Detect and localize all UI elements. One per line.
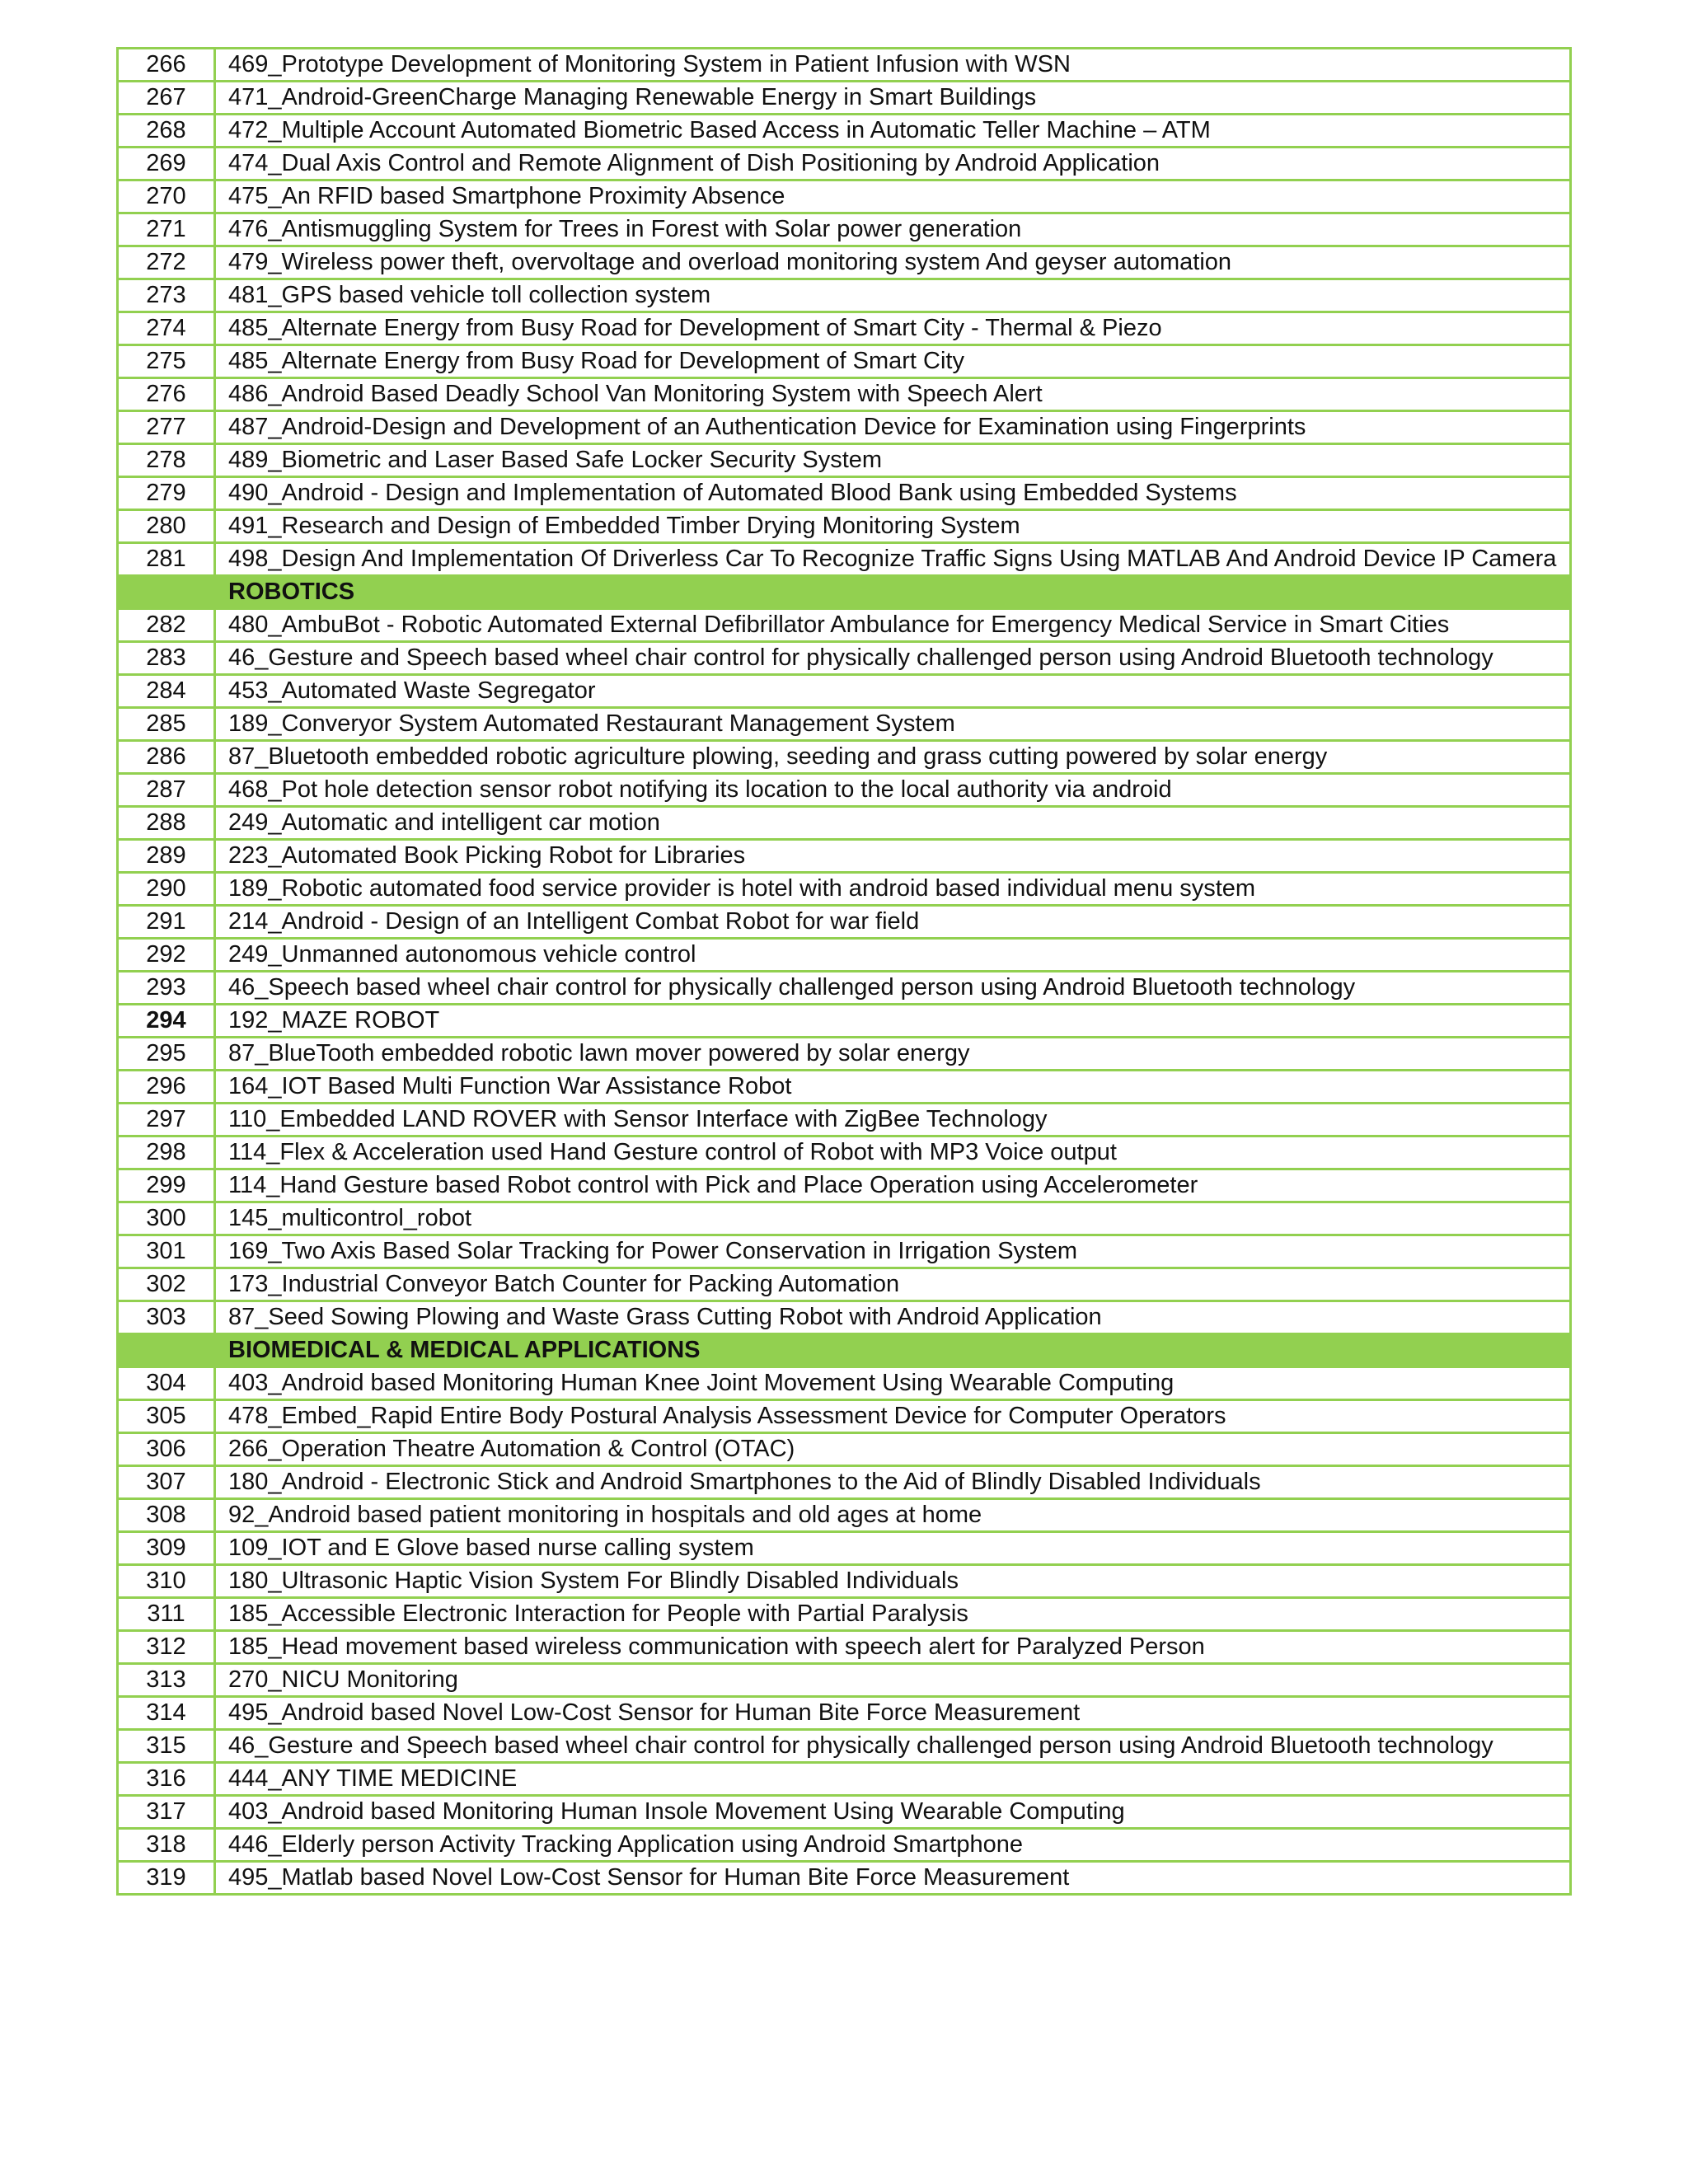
row-number-cell: 291 <box>118 906 215 939</box>
table-row <box>118 148 1571 180</box>
table-row <box>118 1763 1571 1796</box>
project-title-cell: 403_Android based Monitoring Human Knee Joint Movement Using Wearable Computing <box>215 1367 1571 1400</box>
table-row <box>118 312 1571 345</box>
row-number-cell: 304 <box>118 1367 215 1400</box>
project-title-cell: 491_Research and Design of Embedded Timber Drying Monitoring System <box>215 510 1571 543</box>
table-row <box>118 1137 1571 1169</box>
row-number-cell: 268 <box>118 115 215 148</box>
project-title-cell: 92_Android based patient monitoring in hospitals and old ages at home <box>215 1499 1571 1532</box>
row-number-cell: 299 <box>118 1169 215 1202</box>
row-number-cell: 269 <box>118 148 215 180</box>
project-title-cell: 87_Bluetooth embedded robotic agriculture plowing, seeding and grass cutting powered by solar energy <box>215 741 1571 774</box>
row-number-cell: 281 <box>118 543 215 576</box>
row-number-cell: 296 <box>118 1071 215 1104</box>
project-title-cell: 249_Automatic and intelligent car motion <box>215 807 1571 840</box>
table-row <box>118 1796 1571 1829</box>
project-title-cell: 145_multicontrol_robot <box>215 1202 1571 1235</box>
row-number-cell: 275 <box>118 345 215 378</box>
row-number-cell: 317 <box>118 1796 215 1829</box>
row-number-cell: 308 <box>118 1499 215 1532</box>
project-title-cell: 214_Android - Design of an Intelligent Combat Robot for war field <box>215 906 1571 939</box>
project-title-cell: 270_NICU Monitoring <box>215 1664 1571 1697</box>
table-row <box>118 510 1571 543</box>
table-row <box>118 774 1571 807</box>
row-number-cell: 270 <box>118 180 215 213</box>
project-title-cell: 266_Operation Theatre Automation & Control (OTAC) <box>215 1433 1571 1466</box>
table-row <box>118 939 1571 972</box>
table-row <box>118 1071 1571 1104</box>
project-title-cell: 110_Embedded LAND ROVER with Sensor Interface with ZigBee Technology <box>215 1104 1571 1137</box>
row-number-cell: 314 <box>118 1697 215 1730</box>
project-title-cell: 185_Accessible Electronic Interaction for People with Partial Paralysis <box>215 1598 1571 1631</box>
table-row <box>118 840 1571 873</box>
project-title-cell: 223_Automated Book Picking Robot for Libraries <box>215 840 1571 873</box>
row-number-cell: 289 <box>118 840 215 873</box>
project-title-cell: 46_Speech based wheel chair control for physically challenged person using Android Bluetooth technology <box>215 972 1571 1005</box>
project-title-cell: 109_IOT and E Glove based nurse calling system <box>215 1532 1571 1565</box>
table-row <box>118 49 1571 82</box>
project-title-cell: 114_Hand Gesture based Robot control with Pick and Place Operation using Accelerometer <box>215 1169 1571 1202</box>
table-row <box>118 1433 1571 1466</box>
table-row <box>118 378 1571 411</box>
row-number-cell: 293 <box>118 972 215 1005</box>
project-title-cell: 474_Dual Axis Control and Remote Alignment of Dish Positioning by Android Application <box>215 148 1571 180</box>
project-list-table <box>116 47 1572 1896</box>
project-title-cell: 444_ANY TIME MEDICINE <box>215 1763 1571 1796</box>
table-row <box>118 246 1571 279</box>
table-row <box>118 1532 1571 1565</box>
table-row <box>118 609 1571 642</box>
row-number-cell: 276 <box>118 378 215 411</box>
row-number-cell: 319 <box>118 1862 215 1895</box>
project-title-cell: 490_Android - Design and Implementation of Automated Blood Bank using Embedded Systems <box>215 477 1571 510</box>
row-number-cell: 295 <box>118 1038 215 1071</box>
project-title-cell: 192_MAZE ROBOT <box>215 1005 1571 1038</box>
project-title-cell: 476_Antismuggling System for Trees in Forest with Solar power generation <box>215 213 1571 246</box>
table-row <box>118 1466 1571 1499</box>
row-number-cell: 284 <box>118 675 215 708</box>
row-number-cell: 298 <box>118 1137 215 1169</box>
project-title-cell: 480_AmbuBot - Robotic Automated External Defibrillator Ambulance for Emergency Medical Service in Smart Cities <box>215 609 1571 642</box>
project-list-body <box>118 49 1571 1895</box>
table-row <box>118 807 1571 840</box>
row-number-cell: 306 <box>118 1433 215 1466</box>
table-row <box>118 411 1571 444</box>
row-number-cell: 312 <box>118 1631 215 1664</box>
row-number-cell: 280 <box>118 510 215 543</box>
row-number-cell: 273 <box>118 279 215 312</box>
section-header-row <box>118 1334 1571 1367</box>
row-number-cell: 282 <box>118 609 215 642</box>
table-row <box>118 1664 1571 1697</box>
table-row <box>118 972 1571 1005</box>
section-title-cell: BIOMEDICAL & MEDICAL APPLICATIONS <box>215 1334 1571 1367</box>
table-row <box>118 180 1571 213</box>
project-title-cell: 495_Matlab based Novel Low-Cost Sensor for Human Bite Force Measurement <box>215 1862 1571 1895</box>
table-row <box>118 543 1571 576</box>
row-number-cell: 310 <box>118 1565 215 1598</box>
section-header-row <box>118 576 1571 609</box>
row-number-cell: 297 <box>118 1104 215 1137</box>
project-title-cell: 87_Seed Sowing Plowing and Waste Grass Cutting Robot with Android Application <box>215 1301 1571 1334</box>
project-title-cell: 498_Design And Implementation Of Driverless Car To Recognize Traffic Signs Using MATLAB And Android Device IP Camera <box>215 543 1571 576</box>
project-title-cell: 486_Android Based Deadly School Van Monitoring System with Speech Alert <box>215 378 1571 411</box>
table-row <box>118 1169 1571 1202</box>
project-title-cell: 479_Wireless power theft, overvoltage and overload monitoring system And geyser automation <box>215 246 1571 279</box>
table-row <box>118 82 1571 115</box>
row-number-cell: 292 <box>118 939 215 972</box>
row-number-cell: 302 <box>118 1268 215 1301</box>
table-row <box>118 1598 1571 1631</box>
table-row <box>118 1631 1571 1664</box>
table-row <box>118 1400 1571 1433</box>
row-number-cell: 283 <box>118 642 215 675</box>
table-row <box>118 1565 1571 1598</box>
table-row <box>118 1697 1571 1730</box>
row-number-cell: 311 <box>118 1598 215 1631</box>
project-title-cell: 487_Android-Design and Development of an Authentication Device for Examination using Fingerprints <box>215 411 1571 444</box>
project-title-cell: 185_Head movement based wireless communication with speech alert for Paralyzed Person <box>215 1631 1571 1664</box>
project-title-cell: 169_Two Axis Based Solar Tracking for Power Conservation in Irrigation System <box>215 1235 1571 1268</box>
table-row <box>118 1038 1571 1071</box>
table-row <box>118 213 1571 246</box>
project-title-cell: 46_Gesture and Speech based wheel chair control for physically challenged person using Android Bluetooth technology <box>215 1730 1571 1763</box>
project-title-cell: 453_Automated Waste Segregator <box>215 675 1571 708</box>
table-row <box>118 115 1571 148</box>
row-number-cell: 294 <box>118 1005 215 1038</box>
table-row <box>118 279 1571 312</box>
project-title-cell: 249_Unmanned autonomous vehicle control <box>215 939 1571 972</box>
project-title-cell: 489_Biometric and Laser Based Safe Locker Security System <box>215 444 1571 477</box>
project-title-cell: 403_Android based Monitoring Human Insole Movement Using Wearable Computing <box>215 1796 1571 1829</box>
row-number-cell: 277 <box>118 411 215 444</box>
project-title-cell: 468_Pot hole detection sensor robot notifying its location to the local authority via android <box>215 774 1571 807</box>
row-number-cell: 313 <box>118 1664 215 1697</box>
row-number-cell: 272 <box>118 246 215 279</box>
table-row <box>118 1862 1571 1895</box>
table-row <box>118 1268 1571 1301</box>
project-title-cell: 46_Gesture and Speech based wheel chair control for physically challenged person using Android Bluetooth technology <box>215 642 1571 675</box>
table-row <box>118 873 1571 906</box>
row-number-cell: 303 <box>118 1301 215 1334</box>
project-title-cell: 189_Converyor System Automated Restaurant Management System <box>215 708 1571 741</box>
project-title-cell: 469_Prototype Development of Monitoring System in Patient Infusion with WSN <box>215 49 1571 82</box>
table-row <box>118 906 1571 939</box>
project-title-cell: 475_An RFID based Smartphone Proximity Absence <box>215 180 1571 213</box>
row-number-cell: 316 <box>118 1763 215 1796</box>
row-number-cell: 286 <box>118 741 215 774</box>
row-number-cell: 266 <box>118 49 215 82</box>
project-title-cell: 471_Android-GreenCharge Managing Renewable Energy in Smart Buildings <box>215 82 1571 115</box>
project-title-cell: 87_BlueTooth embedded robotic lawn mover powered by solar energy <box>215 1038 1571 1071</box>
project-title-cell: 478_Embed_Rapid Entire Body Postural Analysis Assessment Device for Computer Operators <box>215 1400 1571 1433</box>
table-row <box>118 444 1571 477</box>
project-title-cell: 180_Android - Electronic Stick and Android Smartphones to the Aid of Blindly Disabled Individuals <box>215 1466 1571 1499</box>
table-row <box>118 708 1571 741</box>
project-title-cell: 485_Alternate Energy from Busy Road for Development of Smart City <box>215 345 1571 378</box>
project-title-cell: 472_Multiple Account Automated Biometric Based Access in Automatic Teller Machine – ATM <box>215 115 1571 148</box>
project-title-cell: 189_Robotic automated food service provider is hotel with android based individual menu system <box>215 873 1571 906</box>
row-number-cell: 279 <box>118 477 215 510</box>
table-row <box>118 1235 1571 1268</box>
project-title-cell: 446_Elderly person Activity Tracking Application using Android Smartphone <box>215 1829 1571 1862</box>
row-number-cell: 300 <box>118 1202 215 1235</box>
table-row <box>118 477 1571 510</box>
project-title-cell: 481_GPS based vehicle toll collection system <box>215 279 1571 312</box>
row-number-cell <box>118 1334 215 1367</box>
row-number-cell: 288 <box>118 807 215 840</box>
project-title-cell: 164_IOT Based Multi Function War Assistance Robot <box>215 1071 1571 1104</box>
row-number-cell: 274 <box>118 312 215 345</box>
project-title-cell: 180_Ultrasonic Haptic Vision System For Blindly Disabled Individuals <box>215 1565 1571 1598</box>
project-title-cell: 173_Industrial Conveyor Batch Counter for Packing Automation <box>215 1268 1571 1301</box>
row-number-cell: 267 <box>118 82 215 115</box>
row-number-cell: 305 <box>118 1400 215 1433</box>
table-row <box>118 741 1571 774</box>
project-title-cell: 114_Flex & Acceleration used Hand Gesture control of Robot with MP3 Voice output <box>215 1137 1571 1169</box>
table-row <box>118 1202 1571 1235</box>
row-number-cell: 315 <box>118 1730 215 1763</box>
table-row <box>118 1005 1571 1038</box>
row-number-cell: 301 <box>118 1235 215 1268</box>
row-number-cell: 285 <box>118 708 215 741</box>
project-title-cell: 495_Android based Novel Low-Cost Sensor for Human Bite Force Measurement <box>215 1697 1571 1730</box>
section-title-cell: ROBOTICS <box>215 576 1571 609</box>
project-title-cell: 485_Alternate Energy from Busy Road for Development of Smart City - Thermal & Piezo <box>215 312 1571 345</box>
table-row <box>118 1301 1571 1334</box>
table-row <box>118 1367 1571 1400</box>
table-row <box>118 642 1571 675</box>
table-row <box>118 675 1571 708</box>
table-row <box>118 1829 1571 1862</box>
row-number-cell: 309 <box>118 1532 215 1565</box>
table-row <box>118 345 1571 378</box>
row-number-cell: 271 <box>118 213 215 246</box>
row-number-cell: 287 <box>118 774 215 807</box>
row-number-cell: 307 <box>118 1466 215 1499</box>
row-number-cell: 318 <box>118 1829 215 1862</box>
row-number-cell: 278 <box>118 444 215 477</box>
table-row <box>118 1499 1571 1532</box>
row-number-cell: 290 <box>118 873 215 906</box>
row-number-cell <box>118 576 215 609</box>
table-row <box>118 1104 1571 1137</box>
table-row <box>118 1730 1571 1763</box>
